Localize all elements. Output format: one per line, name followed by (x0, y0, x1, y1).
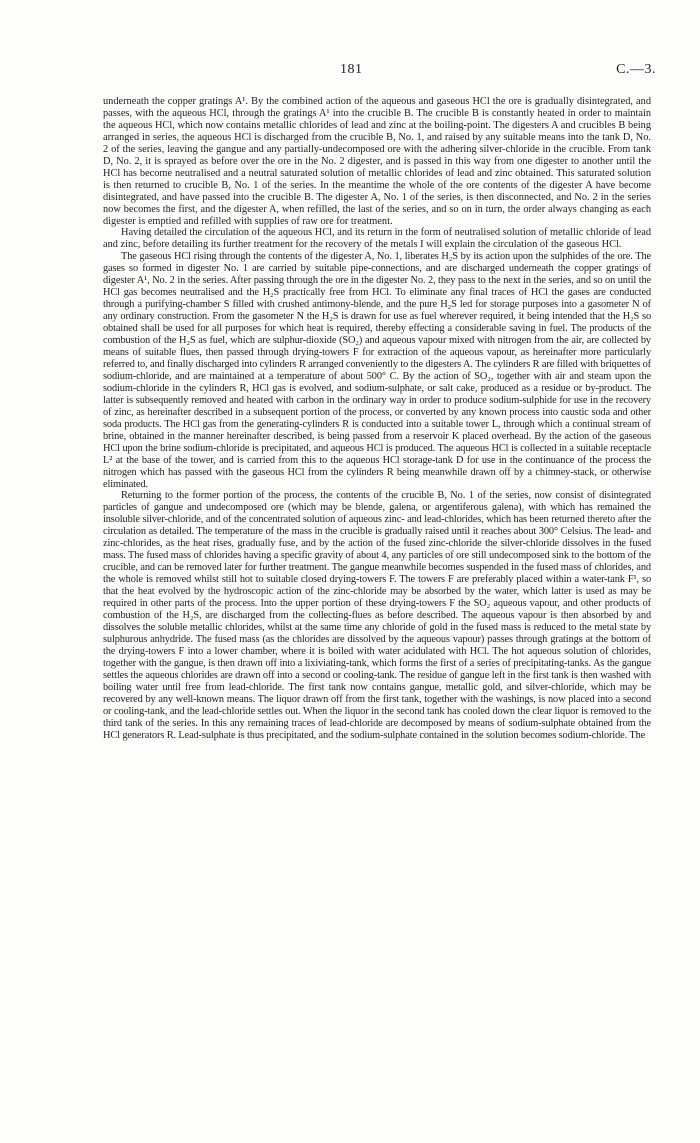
paragraph: underneath the copper gratings A¹. By the combined action of the aqueous and gaseous HCl the ore is gradually disintegrated, and passes, with the aqueous HCl, through the gratings A¹ into the crucible B. The crucible B is constantly heated in order to maintain the aqueous HCl, which now contains metallic chlorides of lead and zinc at the boiling-point. The digesters A and crucibles B being arranged in series, the aqueous HCl is discharged from the crucible B, No. 1, and raised by any suitable means into the tank D, No. 2 of the series, leaving the gangue and any partially-undecomposed ore with the adhering silver-chloride in the crucible. From tank D, No. 2, it is sprayed as before over the ore in the No. 2 digester, and is passed in this way from one digester to another until the HCl has become neutralised and a neutral saturated solution of metallic chlorides of lead and zinc obtained. This saturated solution is then returned to crucible B, No. 1 of the series. In the meantime the whole of the ore contents of the digester A have become disintegrated, and have passed into the crucible B. The digester A, No. 1 of the series, is then disconnected, and No. 2 in the series now becomes the first, and the digester A, when refilled, the last of the series, and so on in turn, the order always changing as each digester is emptied and refilled with supplies of raw ore for treatment. (103, 96, 651, 227)
body-text (103, 96, 651, 741)
paragraph: Having detailed the circulation of the aqueous HCl, and its return in the form of neutralised solution of metallic chloride of lead and zinc, before detailing its further treatment for the recovery of the metals I will explain the circulation of the gaseous HCl. (103, 227, 651, 251)
paragraph: The gaseous HCl rising through the contents of the digester A, No. 1, liberates H₂S by its action upon the sulphides of the ore. The gases so formed in digester No. 1 are carried by suitable pipe-connections, and are discharged underneath the copper gratings of digester A¹, No. 2 in the series. After passing through the ore in the digester No. 2, they pass to the next in the series, and so on until the HCl gas becomes neutralised and the H₂S practically free from HCl. To eliminate any final traces of HCl the gases are conducted through a purifying-chamber S filled with crushed antimony-blende, and the pure H₂S led for storage purposes into a gasometer N of any ordinary construction. From the gasometer N the H₂S is drawn for use as fuel wherever required, it being intended that the H₂S so obtained shall be used for all purposes for which heat is required, thereby effecting a considerable saving in fuel. The products of the combustion of the H₂S as fuel, which are sulphur-dioxide (SO₂) and aqueous vapour mixed with nitrogen from the air, are collected by means of suitable flues, then passed through drying-towers F for extraction of the aqueous vapour, as hereinafter more particularly referred to, and finally discharged into cylinders R arranged conveniently to the digesters A. The cylinders R are filled with briquettes of sodium-chloride, and are maintained at a temperature of about 500° C. By the action of SO₂, together with air and steam upon the sodium-chloride in the cylinders R, HCl gas is evolved, and sodium-sulphate, or salt cake, produced as a residue or by-product. The latter is subsequently removed and heated with carbon in the ordinary way in order to produce sodium-sulphide for use in the recovery of zinc, as hereinafter described in a subsequent portion of the process, or converted by any known process into caustic soda and other soda products. The HCl gas from the generating-cylinders R is conducted into a suitable tower L, through which a continual stream of brine, obtained in the manner hereinafter described, is being passed from a reservoir K placed overhead. By the action of the gaseous HCl upon the brine sodium-chloride is precipitated, and aqueous HCl is produced. The aqueous HCl is collected in a suitable receptacle L² at the base of the tower, and is carried from this to the aqueous HCl storage-tank D for use in the continuance of the process the nitrogen which has passed with the gaseous HCl from the cylinders R being meanwhile drawn off by a chimney-stack, or otherwise eliminated. (103, 251, 651, 490)
document-reference: C.—3. (616, 62, 656, 77)
page-number: 181 (340, 62, 363, 77)
page-header (0, 62, 700, 84)
paragraph: Returning to the former portion of the process, the contents of the crucible B, No. 1 of the series, now consist of disintegrated particles of gangue and undecomposed ore (which may be blende, galena, or argentiferous galena), with which has remained the insoluble silver-chloride, and of the concentrated solution of aqueous zinc- and lead-chlorides, which has been returned thereto after the circulation as detailed. The temperature of the mass in the crucible is gradually raised until it reaches about 300° Celsius. The lead- and zinc-chlorides, as the heat rises, gradually fuse, and by the action of the fused zinc-chloride the silver-chloride dissolves in the fused mass. The fused mass of chlorides having a specific gravity of about 4, any particles of ore still undecomposed sink to the bottom of the crucible, and can be removed later for further treatment. The gangue meanwhile becomes suspended in the fused mass of chlorides, and the whole is removed whilst still hot to suitable closed drying-towers F. The towers F are preferably placed within a water-tank F¹, so that the heat evolved by the hydroscopic action of the zinc-chloride may be absorbed by the water, which latter is used as may be required in other parts of the process. Into the upper portion of these drying-towers F the SO₂ aqueous vapour, and other products of combustion of the H₂S, are discharged from the collecting-flues as before described. The aqueous vapour is then absorbed by and dissolves the soluble metallic chlorides, whilst at the same time any chloride of gold in the fused mass is reduced to the metal state by sulphurous anhydride. The fused mass (as the chlorides are dissolved by the aqueous vapour) passes through gratings at the bottom of the drying-towers F into a lower chamber, where it is boiled with water acidulated with HCl. The hot aqueous solution of chlorides, together with the gangue, is then drawn off into a lixiviating-tank, which forms the first of a series of precipitating-tanks. As the gangue settles the aqueous chlorides are drawn off into a second or cooling-tank. The residue of gangue left in the first tank is then washed with boiling water until free from lead-chloride. The first tank now contains gangue, metallic gold, and silver-chloride, which may be recovered by any well-known means. The liquor drawn off from the first tank, together with the washings, is now placed into a second or cooling-tank, and the lead-chloride settles out. When the liquor in the second tank has cooled down the clear liquor is removed to the third tank of the series. In this any remaining traces of lead-chloride are decomposed by means of sodium-sulphate obtained from the HCl generators R. Lead-sulphate is thus precipitated, and the sodium-sulphate contained in the solution becomes sodium-chloride. The (103, 490, 651, 741)
